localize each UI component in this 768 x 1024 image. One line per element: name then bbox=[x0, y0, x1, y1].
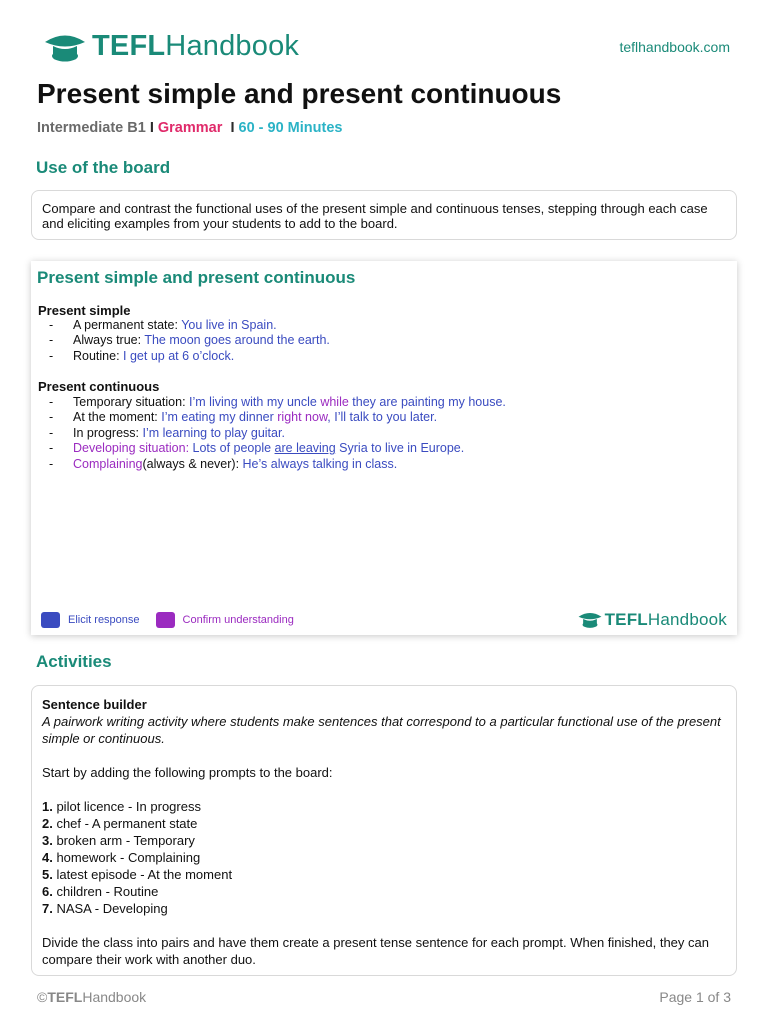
list-item: 1. pilot licence - In progress bbox=[42, 799, 201, 814]
list-item: - Complaining(always & never): He’s always talking in class. bbox=[31, 457, 506, 472]
level-label: Intermediate B1 bbox=[37, 120, 146, 136]
graduation-cap-icon bbox=[44, 29, 86, 63]
board-panel bbox=[31, 261, 737, 635]
board-logo bbox=[578, 609, 727, 629]
legend-confirm-label: Confirm understanding bbox=[182, 614, 294, 626]
activity-intro: Start by adding the following prompts to the board: bbox=[42, 765, 333, 780]
list-item: 2. chef - A permanent state bbox=[42, 816, 198, 831]
prompt-list bbox=[42, 798, 726, 917]
legend-elicit-label: Elicit response bbox=[68, 614, 140, 626]
footer-copyright: ©TEFLHandbook bbox=[37, 989, 147, 1005]
section-heading-activities: Activities bbox=[36, 652, 112, 671]
present-simple-list bbox=[31, 318, 330, 364]
list-item: 4. homework - Complaining bbox=[42, 850, 201, 865]
logo-wordmark: TEFLHandbook bbox=[92, 29, 300, 62]
duration-label: 60 - 90 Minutes bbox=[238, 120, 343, 136]
graduation-cap-icon bbox=[578, 609, 602, 629]
lesson-meta bbox=[37, 119, 342, 137]
list-item: 5. latest episode - At the moment bbox=[42, 867, 233, 882]
meta-separator: I bbox=[149, 120, 154, 136]
list-item: - At the moment: I’m eating my dinner right now, I’ll talk to you later. bbox=[31, 410, 506, 425]
meta-separator: I bbox=[230, 120, 235, 136]
list-item: - Routine: I get up at 6 o’clock. bbox=[31, 349, 330, 364]
category-label: Grammar bbox=[157, 120, 223, 136]
activity-title: Sentence builder bbox=[42, 697, 147, 712]
list-item: - Developing situation: Lots of people are leaving Syria to live in Europe. bbox=[31, 441, 506, 456]
board-legend bbox=[41, 612, 294, 628]
list-item: 3. broken arm - Temporary bbox=[42, 833, 195, 848]
list-item: - Temporary situation: I’m living with my uncle while they are painting my house. bbox=[31, 395, 506, 410]
elicit-swatch bbox=[41, 612, 60, 628]
board-usage-text: Compare and contrast the functional uses of the present simple and continuous tenses, stepping through each case and eliciting examples from your students to add to the board. bbox=[42, 201, 708, 231]
list-item: - Always true: The moon goes around the earth. bbox=[31, 333, 330, 348]
present-continuous-heading: Present continuous bbox=[38, 379, 160, 394]
activity-closing: Divide the class into pairs and have them create a present tense sentence for each prompt. When finished, they can compare their work with another duo. bbox=[42, 935, 709, 967]
list-item: 7. NASA - Developing bbox=[42, 901, 168, 916]
list-item: - In progress: I’m learning to play guitar. bbox=[31, 426, 506, 441]
page-title: Present simple and present continuous bbox=[37, 78, 562, 109]
activity-description: A pairwork writing activity where students make sentences that correspond to a particular functional use of the present simple or continuous. bbox=[42, 714, 721, 746]
activity-box bbox=[31, 685, 737, 976]
list-item: 6. children - Routine bbox=[42, 884, 159, 899]
present-continuous-list bbox=[31, 395, 506, 472]
page-number: Page 1 of 3 bbox=[659, 989, 731, 1005]
board-title: Present simple and present continuous bbox=[37, 268, 356, 287]
board-usage-box bbox=[31, 190, 737, 240]
list-item: - A permanent state: You live in Spain. bbox=[31, 318, 330, 333]
tefl-handbook-logo bbox=[44, 28, 299, 64]
section-heading-use-of-board: Use of the board bbox=[36, 158, 171, 177]
confirm-swatch bbox=[156, 612, 175, 628]
logo-wordmark: TEFLHandbook bbox=[604, 609, 727, 629]
present-simple-heading: Present simple bbox=[38, 303, 131, 318]
site-link[interactable]: teflhandbook.com bbox=[619, 39, 730, 55]
